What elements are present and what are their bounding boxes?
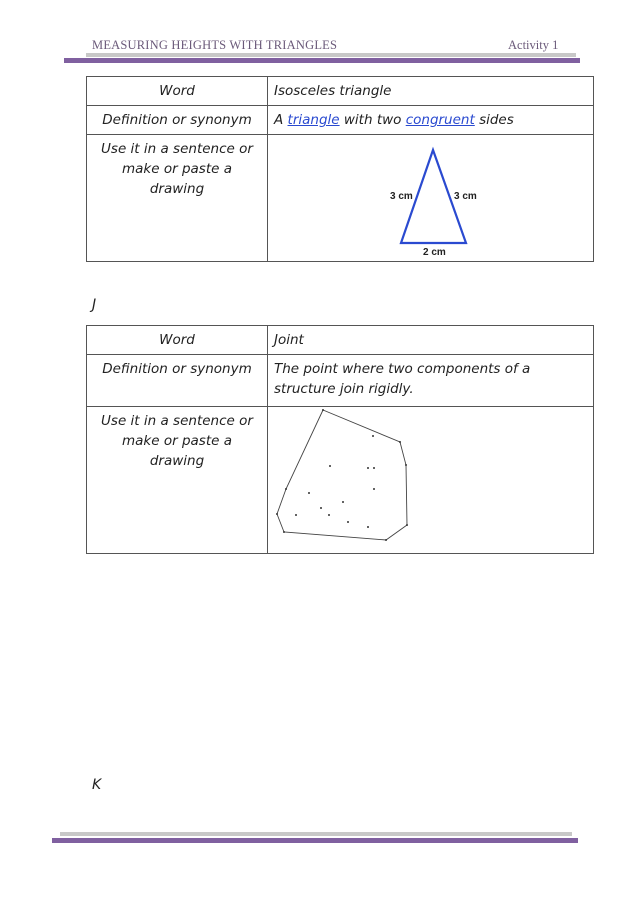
- congruent-link[interactable]: congruent: [405, 112, 475, 128]
- usage-label: Use it in a sentence or make or paste a drawing: [87, 407, 268, 554]
- joint-polygon-drawing: [268, 407, 594, 553]
- triangle-link[interactable]: triangle: [287, 112, 340, 128]
- drawing-cell: [268, 135, 594, 262]
- base-label: 2 cm: [423, 247, 446, 258]
- definition-text: with two: [339, 112, 406, 128]
- table-row-definition: [87, 355, 594, 407]
- vocab-table-isosceles: [86, 76, 594, 262]
- table-row-usage: [87, 135, 594, 262]
- header-activity: Activity 1: [508, 38, 559, 52]
- usage-label: Use it in a sentence or make or paste a drawing: [87, 135, 268, 262]
- definition-text: sides: [474, 112, 514, 128]
- word-value: Joint: [268, 326, 594, 355]
- definition-text: A: [274, 112, 288, 128]
- header-divider-purple: [64, 58, 580, 63]
- word-label: Word: [87, 326, 268, 355]
- isosceles-triangle-drawing: [268, 135, 594, 261]
- footer-divider-purple: [52, 838, 578, 843]
- section-letter-j: J: [92, 297, 97, 313]
- word-value: Isosceles triangle: [268, 77, 594, 106]
- right-side-label: 3 cm: [454, 191, 477, 202]
- section-letter-k: K: [92, 777, 102, 793]
- table-row-word: [87, 77, 594, 106]
- definition-value: [268, 106, 594, 135]
- table-row-usage: [87, 407, 594, 554]
- footer-divider-gray: [60, 832, 572, 836]
- definition-value: The point where two components of a structure join rigidly.: [268, 355, 594, 407]
- left-side-label: 3 cm: [390, 191, 413, 202]
- word-label: Word: [87, 77, 268, 106]
- table-row-definition: [87, 106, 594, 135]
- vocab-table-joint: [86, 325, 594, 554]
- definition-label: Definition or synonym: [87, 106, 268, 135]
- header-title: MEASURING HEIGHTS WITH TRIANGLES: [92, 38, 338, 52]
- table-row-word: [87, 326, 594, 355]
- joint-points: [276, 409, 408, 541]
- header-divider-gray: [86, 53, 576, 57]
- drawing-cell: [268, 407, 594, 554]
- definition-label: Definition or synonym: [87, 355, 268, 407]
- joint-polygon-outline: [277, 410, 407, 540]
